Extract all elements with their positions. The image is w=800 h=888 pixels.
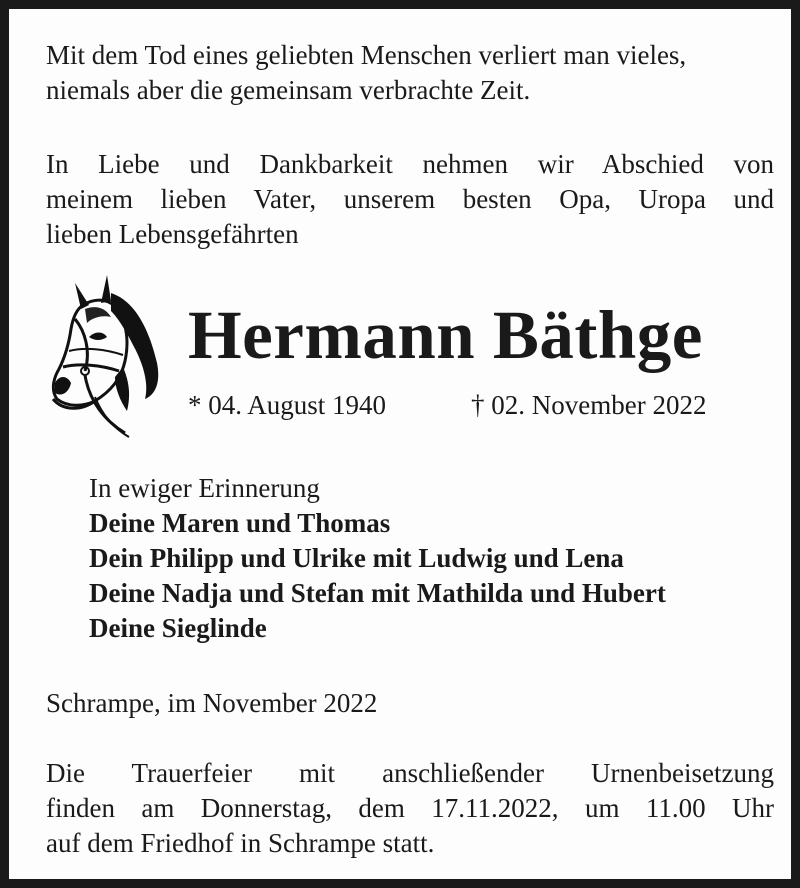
intro-line-3: lieben Lebensgefährten: [46, 219, 299, 249]
signatory-line: Dein Philipp und Ulrike mit Ludwig und Lena: [89, 543, 624, 573]
intro-text: [46, 147, 774, 252]
death-date: † 02. November 2022: [471, 390, 707, 420]
quote-line-2: niemals aber die gemeinsam verbrachte Zeit.: [46, 75, 531, 105]
family-signatories: [89, 471, 779, 646]
signatory-line: Deine Maren und Thomas: [89, 508, 391, 538]
signatory-line: Deine Sieglinde: [89, 613, 267, 643]
quote-line-1: Mit dem Tod eines geliebten Menschen verliert man vieles,: [46, 40, 687, 70]
funeral-notice: [46, 756, 774, 861]
funeral-line-1: Die Trauerfeier mit anschließender Urnenbeisetzung: [46, 758, 774, 788]
remembrance-heading: In ewiger Erinnerung: [89, 473, 320, 503]
intro-line-2: meinem lieben Vater, unserem besten Opa, Uropa und: [46, 184, 774, 214]
intro-line-1: In Liebe und Dankbarkeit nehmen wir Abschied von: [46, 149, 774, 179]
birth-date: * 04. August 1940: [188, 390, 387, 420]
funeral-line-2: finden am Donnerstag, dem 17.11.2022, um 11.00 Uhr: [46, 793, 774, 823]
memorial-quote: [46, 38, 786, 108]
funeral-line-3: auf dem Friedhof in Schrampe statt.: [46, 828, 435, 858]
place-and-date: Schrampe, im November 2022: [46, 688, 378, 718]
horse-head-icon: [45, 271, 167, 441]
signatory-line: Deine Nadja und Stefan mit Mathilda und Hubert: [89, 578, 666, 608]
deceased-name: Hermann Bäthge: [188, 297, 703, 373]
